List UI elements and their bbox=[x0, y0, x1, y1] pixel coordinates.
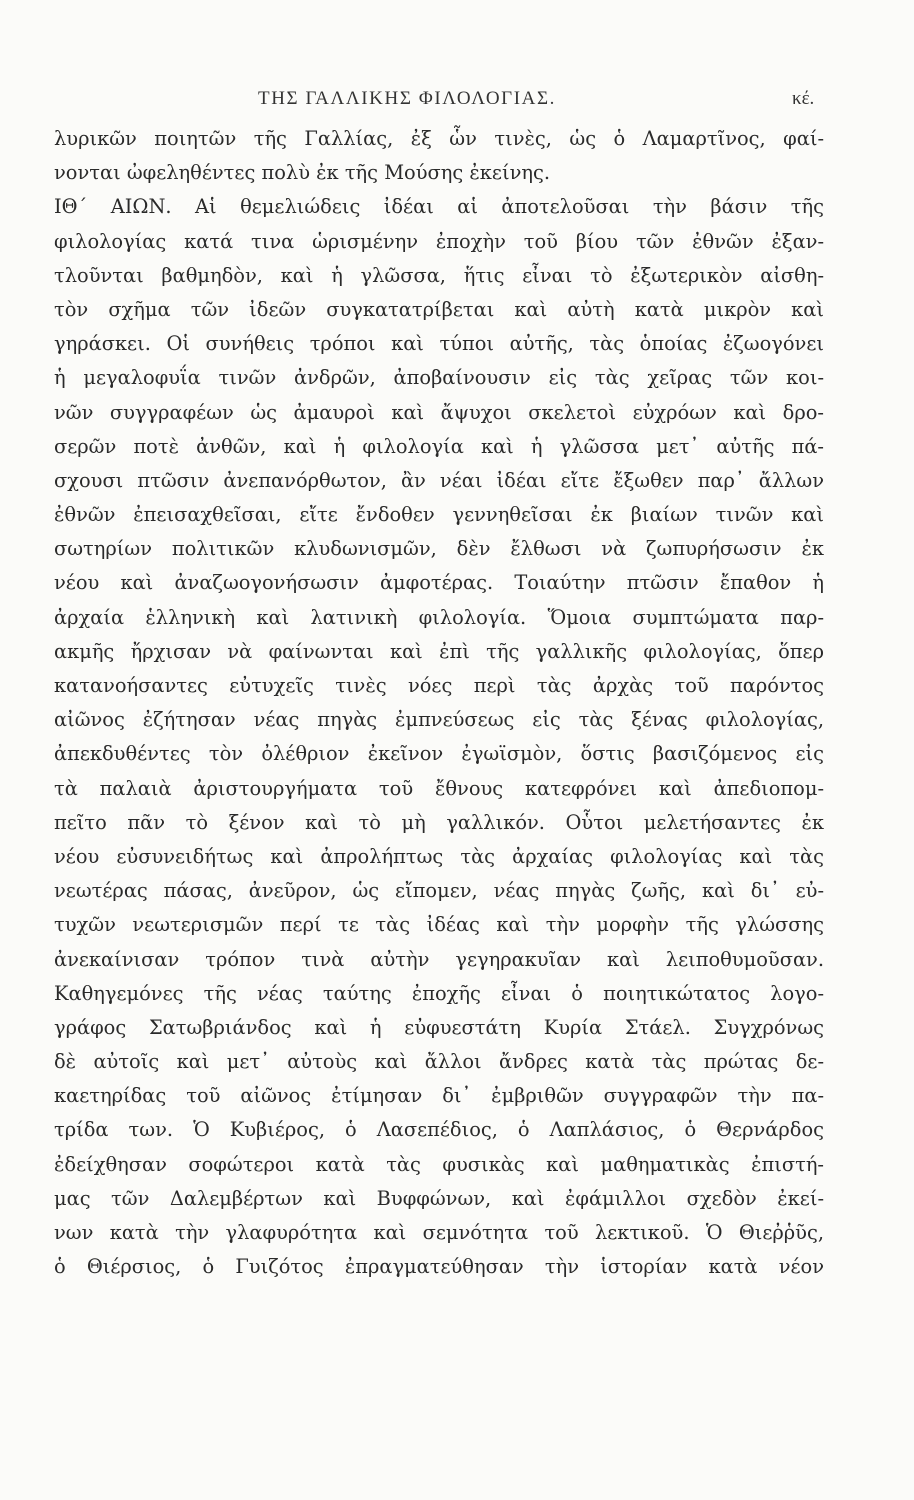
text-line: γράφος Σατωβριάνδος καὶ ἡ εὐφυεστάτη Κυρία Στάελ. Συγχρόνως bbox=[54, 1015, 824, 1039]
text-line: νῶν συγγραφέων ὡς ἀμαυροὶ καὶ ἄψυχοι σκελετοὶ εὐχρόων καὶ δρο- bbox=[54, 400, 824, 424]
running-head bbox=[0, 88, 914, 114]
running-title: ΤΗΣ ΓΑΛΛΙΚΗΣ ΦΙΛΟΛΟΓΙΑΣ. bbox=[258, 88, 557, 109]
text-line: νονται ὠφεληθέντες πολὺ ἐκ τῆς Μούσης ἐκείνης. bbox=[54, 161, 550, 185]
text-line: σερῶν ποτὲ ἀνθῶν, καὶ ἡ φιλολογία καὶ ἡ γλῶσσα μετ᾿ αὐτῆς πά- bbox=[54, 434, 824, 458]
text-line: φιλολογίας κατά τινα ὡρισμένην ἐποχὴν τοῦ βίου τῶν ἐθνῶν ἐξαν- bbox=[54, 229, 824, 253]
text-line: νέου καὶ ἀναζωογονήσωσιν ἀμφοτέρας. Τοιαύτην πτῶσιν ἔπαθον ἡ bbox=[54, 571, 824, 595]
text-line: τλοῦνται βαθμηδὸν, καὶ ἡ γλῶσσα, ἥτις εἶναι τὸ ἐξωτερικὸν αἰσθη- bbox=[54, 263, 824, 287]
text-line: ὁ Θιέρσιος, ὁ Γυιζότος ἐπραγματεύθησαν τὴν ἱστορίαν κατὰ νέον bbox=[54, 1255, 824, 1279]
text-line: νεωτέρας πάσας, ἀνεῦρον, ὡς εἴπομεν, νέας πηγὰς ζωῆς, καὶ δι᾿ εὐ- bbox=[54, 879, 824, 903]
text-line: πεῖτο πᾶν τὸ ξένον καὶ τὸ μὴ γαλλικόν. Οὗτοι μελετήσαντες ἐκ bbox=[54, 810, 824, 834]
text-line: ἐδείχθησαν σοφώτεροι κατὰ τὰς φυσικὰς καὶ μαθηματικὰς ἐπιστή- bbox=[54, 1152, 824, 1176]
text-line: σωτηρίων πολιτικῶν κλυδωνισμῶν, δὲν ἔλθωσι νὰ ζωπυρήσωσιν ἐκ bbox=[54, 537, 824, 561]
text-line: νέου εὐσυνειδήτως καὶ ἀπρολήπτως τὰς ἀρχαίας φιλολογίας καὶ τὰς bbox=[54, 844, 824, 868]
text-line: ἀπεκδυθέντες τὸν ὀλέθριον ἐκεῖνον ἐγωϊσμὸν, ὅστις βασιζόμενος εἰς bbox=[54, 742, 824, 766]
text-line: λυρικῶν ποιητῶν τῆς Γαλλίας, ἐξ ὧν τινὲς, ὡς ὁ Λαμαρτῖνος, φαί- bbox=[54, 127, 824, 150]
text-line: νων κατὰ τὴν γλαφυρότητα καὶ σεμνότητα τοῦ λεκτικοῦ. Ὁ Θιεῤῥῦς, bbox=[54, 1221, 824, 1244]
text-line: καετηρίδας τοῦ αἰῶνος ἐτίμησαν δι᾿ ἐμβριθῶν συγγραφῶν τὴν πα- bbox=[54, 1084, 824, 1108]
text-line: τυχῶν νεωτερισμῶν περί τε τὰς ἰδέας καὶ τὴν μορφὴν τῆς γλώσσης bbox=[54, 913, 824, 937]
text-line: τρίδα των. Ὁ Κυβιέρος, ὁ Λασεπέδιος, ὁ Λαπλάσιος, ὁ Θερνάρδος bbox=[54, 1118, 824, 1142]
text-line: γηράσκει. Οἱ συνήθεις τρόποι καὶ τύποι αὐτῆς, τὰς ὁποίας ἐζωογόνει bbox=[54, 332, 824, 356]
text-line: τὰ παλαιὰ ἀριστουργήματα τοῦ ἔθνους κατεφρόνει καὶ ἀπεδιοπομ- bbox=[54, 776, 824, 800]
text-line: ΙΘ΄ ΑΙΩΝ. Αἱ θεμελιώδεις ἰδέαι αἱ ἀποτελοῦσαι τὴν βάσιν τῆς bbox=[54, 195, 824, 219]
text-line: ἀνεκαίνισαν τρόπον τινὰ αὐτὴν γεγηρακυῖαν καὶ λειποθυμοῦσαν. bbox=[54, 947, 824, 971]
text-line: μας τῶν Δαλεμβέρτων καὶ Βυφφώνων, καὶ ἐφάμιλλοι σχεδὸν ἐκεί- bbox=[54, 1186, 824, 1210]
text-line: τὸν σχῆμα τῶν ἰδεῶν συγκατατρίβεται καὶ αὐτὴ κατὰ μικρὸν καὶ bbox=[54, 297, 824, 321]
text-line: ἀρχαία ἑλληνικὴ καὶ λατινικὴ φιλολογία. Ὅμοια συμπτώματα παρ- bbox=[54, 605, 824, 629]
text-line: κατανοήσαντες εὐτυχεῖς τινὲς νόες περὶ τὰς ἀρχὰς τοῦ παρόντος bbox=[54, 674, 824, 697]
text-line: ακμῆς ἤρχισαν νὰ φαίνωνται καὶ ἐπὶ τῆς γαλλικῆς φιλολογίας, ὅπερ bbox=[54, 639, 824, 663]
page-number: κέ. bbox=[792, 88, 815, 109]
body-text bbox=[54, 122, 824, 1284]
text-line: δὲ αὐτοῖς καὶ μετ᾿ αὐτοὺς καὶ ἄλλοι ἄνδρες κατὰ τὰς πρώτας δε- bbox=[54, 1050, 824, 1074]
text-line: ἡ μεγαλοφυΐα τινῶν ἀνδρῶν, ἀποβαίνουσιν εἰς τὰς χεῖρας τῶν κοι- bbox=[54, 366, 824, 390]
text-line: ἐθνῶν ἐπεισαχθεῖσαι, εἴτε ἔνδοθεν γεννηθεῖσαι ἐκ βιαίων τινῶν καὶ bbox=[54, 503, 824, 527]
text-line: σχουσι πτῶσιν ἀνεπανόρθωτον, ἂν νέαι ἰδέαι εἴτε ἔξωθεν παρ᾿ ἄλλων bbox=[54, 468, 824, 492]
text-line: αἰῶνος ἐζήτησαν νέας πηγὰς ἐμπνεύσεως εἰς τὰς ξένας φιλολογίας, bbox=[54, 708, 824, 732]
text-line: Καθηγεμόνες τῆς νέας ταύτης ἐποχῆς εἶναι ὁ ποιητικώτατος λογο- bbox=[54, 981, 824, 1005]
